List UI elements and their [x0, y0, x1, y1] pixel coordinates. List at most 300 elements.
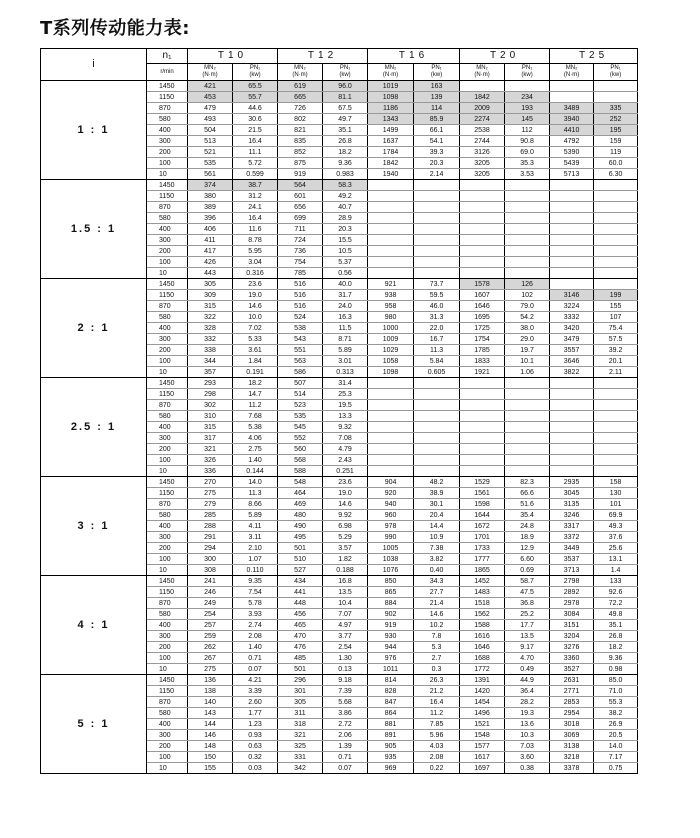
torque-cell: 453 — [188, 92, 233, 103]
torque-cell: 1688 — [460, 653, 505, 664]
power-cell: 85.0 — [594, 675, 638, 686]
torque-cell: 881 — [368, 719, 414, 730]
torque-cell: 560 — [278, 444, 323, 455]
power-cell: 96.0 — [323, 81, 368, 92]
power-subheader: PN₁ (kw) — [505, 64, 550, 81]
power-cell: 26.3 — [414, 675, 460, 686]
torque-cell: 1578 — [460, 279, 505, 290]
torque-cell — [460, 268, 505, 279]
torque-cell: 328 — [188, 323, 233, 334]
torque-cell: 249 — [188, 598, 233, 609]
power-cell: 25.2 — [505, 609, 550, 620]
power-cell: 48.2 — [414, 477, 460, 488]
torque-cell: 3135 — [550, 499, 594, 510]
model-header-t16: T16 — [368, 49, 460, 64]
torque-cell: 241 — [188, 576, 233, 587]
power-cell — [505, 213, 550, 224]
power-cell: 1.40 — [233, 642, 278, 653]
power-cell: 24.0 — [323, 301, 368, 312]
speed-cell: 400 — [147, 422, 188, 433]
power-cell: 2.7 — [414, 653, 460, 664]
torque-cell: 940 — [368, 499, 414, 510]
power-cell: 2.06 — [323, 730, 368, 741]
torque-cell — [460, 433, 505, 444]
torque-cell: 919 — [278, 169, 323, 180]
power-cell: 5.68 — [323, 697, 368, 708]
torque-cell: 1842 — [460, 92, 505, 103]
power-cell: 72.2 — [594, 598, 638, 609]
speed-cell: 1450 — [147, 180, 188, 191]
torque-cell: 1019 — [368, 81, 414, 92]
torque-cell: 3276 — [550, 642, 594, 653]
power-cell: 39.3 — [414, 147, 460, 158]
power-cell — [594, 422, 638, 433]
torque-cell: 3420 — [550, 323, 594, 334]
power-cell: 7.07 — [323, 609, 368, 620]
power-cell: 57.5 — [594, 334, 638, 345]
power-cell: 0.38 — [505, 763, 550, 774]
torque-cell: 3537 — [550, 554, 594, 565]
power-cell: 5.89 — [233, 510, 278, 521]
table-row — [41, 477, 638, 488]
torque-cell: 332 — [188, 334, 233, 345]
power-cell: 24.8 — [505, 521, 550, 532]
power-cell: 19.3 — [505, 708, 550, 719]
torque-cell — [460, 455, 505, 466]
torque-cell: 257 — [188, 620, 233, 631]
torque-cell — [460, 191, 505, 202]
torque-cell: 464 — [278, 488, 323, 499]
power-cell: 73.7 — [414, 279, 460, 290]
torque-cell: 828 — [368, 686, 414, 697]
speed-cell: 1450 — [147, 675, 188, 686]
torque-cell: 138 — [188, 686, 233, 697]
power-cell: 19.0 — [323, 488, 368, 499]
torque-cell: 309 — [188, 290, 233, 301]
power-cell: 7.08 — [323, 433, 368, 444]
power-cell: 2.54 — [323, 642, 368, 653]
torque-cell: 3378 — [550, 763, 594, 774]
torque-cell: 3146 — [550, 290, 594, 301]
speed-cell: 10 — [147, 466, 188, 477]
torque-cell: 665 — [278, 92, 323, 103]
torque-cell — [550, 378, 594, 389]
torque-cell: 501 — [278, 664, 323, 675]
power-cell: 14.0 — [233, 477, 278, 488]
power-cell: 31.3 — [414, 312, 460, 323]
power-cell — [594, 411, 638, 422]
power-cell: 195 — [594, 125, 638, 136]
power-cell — [594, 213, 638, 224]
power-cell — [414, 433, 460, 444]
torque-cell: 1777 — [460, 554, 505, 565]
power-cell — [505, 378, 550, 389]
power-cell — [505, 444, 550, 455]
speed-cell: 870 — [147, 697, 188, 708]
torque-cell: 3449 — [550, 543, 594, 554]
power-cell: 29.0 — [505, 334, 550, 345]
torque-cell: 3246 — [550, 510, 594, 521]
torque-cell — [460, 400, 505, 411]
speed-cell: 300 — [147, 730, 188, 741]
torque-cell — [550, 444, 594, 455]
power-cell: 0.188 — [323, 565, 368, 576]
torque-cell: 3224 — [550, 301, 594, 312]
speed-cell: 400 — [147, 719, 188, 730]
torque-cell: 262 — [188, 642, 233, 653]
torque-cell: 490 — [278, 521, 323, 532]
power-cell: 5.96 — [414, 730, 460, 741]
torque-cell: 325 — [278, 741, 323, 752]
power-cell: 9.17 — [505, 642, 550, 653]
speed-cell: 400 — [147, 521, 188, 532]
torque-subheader: MN₂ (N·m) — [278, 64, 323, 81]
speed-cell: 100 — [147, 554, 188, 565]
ratio-cell: 2 : 1 — [41, 279, 147, 378]
power-cell: 1.40 — [233, 455, 278, 466]
power-cell: 24.1 — [233, 202, 278, 213]
power-cell: 126 — [505, 279, 550, 290]
torque-cell — [460, 224, 505, 235]
torque-cell: 1076 — [368, 565, 414, 576]
torque-cell: 1577 — [460, 741, 505, 752]
torque-cell: 601 — [278, 191, 323, 202]
torque-cell: 434 — [278, 576, 323, 587]
power-cell: 54.2 — [505, 312, 550, 323]
power-cell: 7.54 — [233, 587, 278, 598]
power-cell — [414, 202, 460, 213]
torque-cell: 448 — [278, 598, 323, 609]
torque-cell: 291 — [188, 532, 233, 543]
torque-cell: 480 — [278, 510, 323, 521]
power-cell: 16.3 — [323, 312, 368, 323]
power-cell: 252 — [594, 114, 638, 125]
torque-cell: 2954 — [550, 708, 594, 719]
torque-cell: 561 — [188, 169, 233, 180]
power-cell: 0.75 — [594, 763, 638, 774]
power-cell: 155 — [594, 301, 638, 312]
power-cell — [594, 268, 638, 279]
torque-cell: 296 — [278, 675, 323, 686]
power-cell — [594, 202, 638, 213]
power-cell: 38.7 — [233, 180, 278, 191]
torque-cell: 1011 — [368, 664, 414, 675]
torque-cell — [550, 92, 594, 103]
power-cell: 14.6 — [323, 499, 368, 510]
torque-cell: 2935 — [550, 477, 594, 488]
power-cell: 20.1 — [594, 356, 638, 367]
power-cell: 90.8 — [505, 136, 550, 147]
power-cell: 8.78 — [233, 235, 278, 246]
speed-cell: 1450 — [147, 378, 188, 389]
torque-cell: 543 — [278, 334, 323, 345]
speed-cell: 580 — [147, 609, 188, 620]
torque-cell — [368, 257, 414, 268]
power-subheader: PN₁ (kw) — [594, 64, 638, 81]
power-cell: 1.77 — [233, 708, 278, 719]
power-cell: 199 — [594, 290, 638, 301]
power-cell: 28.2 — [505, 697, 550, 708]
torque-cell: 294 — [188, 543, 233, 554]
table-row — [41, 279, 638, 290]
torque-cell: 421 — [188, 81, 233, 92]
torque-cell: 978 — [368, 521, 414, 532]
torque-cell: 1518 — [460, 598, 505, 609]
torque-cell — [460, 389, 505, 400]
torque-cell: 417 — [188, 246, 233, 257]
torque-cell: 465 — [278, 620, 323, 631]
torque-cell: 148 — [188, 741, 233, 752]
torque-cell: 958 — [368, 301, 414, 312]
torque-cell: 865 — [368, 587, 414, 598]
torque-subheader: MN₂ (N·m) — [368, 64, 414, 81]
power-cell: 40.7 — [323, 202, 368, 213]
torque-cell: 563 — [278, 356, 323, 367]
power-cell: 3.86 — [323, 708, 368, 719]
speed-cell: 200 — [147, 345, 188, 356]
power-cell: 10.9 — [414, 532, 460, 543]
ratio-cell: 3 : 1 — [41, 477, 147, 576]
torque-cell — [368, 433, 414, 444]
power-cell: 1.82 — [323, 554, 368, 565]
torque-cell: 1637 — [368, 136, 414, 147]
power-cell: 0.599 — [233, 169, 278, 180]
speed-cell: 870 — [147, 202, 188, 213]
power-cell: 6.30 — [594, 169, 638, 180]
power-cell: 2.60 — [233, 697, 278, 708]
torque-cell: 2631 — [550, 675, 594, 686]
torque-cell: 1784 — [368, 147, 414, 158]
torque-cell: 1005 — [368, 543, 414, 554]
torque-cell: 891 — [368, 730, 414, 741]
speed-cell: 1150 — [147, 92, 188, 103]
torque-cell: 535 — [278, 411, 323, 422]
power-cell: 66.6 — [505, 488, 550, 499]
power-cell: 3.77 — [323, 631, 368, 642]
power-cell: 2.14 — [414, 169, 460, 180]
power-cell: 11.2 — [233, 400, 278, 411]
torque-cell: 1865 — [460, 565, 505, 576]
power-subheader: PN₁ (kw) — [233, 64, 278, 81]
speed-cell: 400 — [147, 323, 188, 334]
torque-cell: 1058 — [368, 356, 414, 367]
torque-cell: 1029 — [368, 345, 414, 356]
power-cell: 14.6 — [414, 609, 460, 620]
torque-cell — [368, 411, 414, 422]
power-subheader: PN₁ (kw) — [414, 64, 460, 81]
power-cell — [594, 224, 638, 235]
speed-cell: 300 — [147, 136, 188, 147]
power-cell: 69.9 — [594, 510, 638, 521]
torque-cell — [550, 246, 594, 257]
power-cell: 9.32 — [323, 422, 368, 433]
torque-cell — [460, 81, 505, 92]
torque-cell: 1646 — [460, 301, 505, 312]
torque-cell: 847 — [368, 697, 414, 708]
power-cell: 38.0 — [505, 323, 550, 334]
power-cell — [594, 455, 638, 466]
torque-cell: 3527 — [550, 664, 594, 675]
torque-cell: 3940 — [550, 114, 594, 125]
power-cell — [594, 444, 638, 455]
power-cell: 5.33 — [233, 334, 278, 345]
power-cell — [594, 466, 638, 477]
power-cell: 14.0 — [594, 741, 638, 752]
power-cell: 3.11 — [233, 532, 278, 543]
power-cell — [594, 279, 638, 290]
power-cell: 130 — [594, 488, 638, 499]
torque-cell — [368, 466, 414, 477]
power-cell: 1.4 — [594, 565, 638, 576]
power-cell: 46.0 — [414, 301, 460, 312]
torque-cell: 619 — [278, 81, 323, 92]
power-cell: 49.7 — [323, 114, 368, 125]
power-cell: 23.6 — [323, 477, 368, 488]
power-cell — [505, 389, 550, 400]
power-cell: 3.39 — [233, 686, 278, 697]
torque-cell: 389 — [188, 202, 233, 213]
power-cell — [414, 378, 460, 389]
ratio-cell: 5 : 1 — [41, 675, 147, 774]
torque-cell: 514 — [278, 389, 323, 400]
power-cell — [414, 400, 460, 411]
power-cell: 37.6 — [594, 532, 638, 543]
torque-cell: 3489 — [550, 103, 594, 114]
torque-cell: 523 — [278, 400, 323, 411]
torque-cell: 493 — [188, 114, 233, 125]
ratio-cell: 1 : 1 — [41, 81, 147, 180]
torque-cell: 904 — [368, 477, 414, 488]
power-cell: 3.04 — [233, 257, 278, 268]
power-cell: 21.2 — [414, 686, 460, 697]
power-cell — [505, 455, 550, 466]
power-cell: 28.9 — [323, 213, 368, 224]
torque-cell: 3317 — [550, 521, 594, 532]
power-cell — [594, 378, 638, 389]
torque-cell: 1921 — [460, 367, 505, 378]
torque-cell: 246 — [188, 587, 233, 598]
power-cell: 7.85 — [414, 719, 460, 730]
torque-cell: 374 — [188, 180, 233, 191]
torque-cell: 754 — [278, 257, 323, 268]
torque-cell: 3557 — [550, 345, 594, 356]
torque-cell: 814 — [368, 675, 414, 686]
power-cell: 4.06 — [233, 433, 278, 444]
torque-cell — [368, 202, 414, 213]
power-cell — [505, 180, 550, 191]
torque-cell: 300 — [188, 554, 233, 565]
torque-cell: 275 — [188, 488, 233, 499]
speed-cell: 300 — [147, 235, 188, 246]
torque-cell: 441 — [278, 587, 323, 598]
torque-cell: 479 — [188, 103, 233, 114]
torque-cell: 342 — [278, 763, 323, 774]
torque-cell: 3069 — [550, 730, 594, 741]
torque-cell: 3713 — [550, 565, 594, 576]
torque-cell — [550, 433, 594, 444]
power-cell: 23.6 — [233, 279, 278, 290]
torque-cell: 1561 — [460, 488, 505, 499]
power-cell: 5.84 — [414, 356, 460, 367]
power-cell — [505, 224, 550, 235]
torque-cell: 326 — [188, 455, 233, 466]
torque-cell: 527 — [278, 565, 323, 576]
torque-cell — [368, 235, 414, 246]
torque-cell: 285 — [188, 510, 233, 521]
torque-cell — [460, 378, 505, 389]
power-cell: 4.11 — [233, 521, 278, 532]
torque-cell: 850 — [368, 576, 414, 587]
torque-cell: 504 — [188, 125, 233, 136]
power-cell: 5.29 — [323, 532, 368, 543]
torque-cell — [368, 400, 414, 411]
torque-cell: 921 — [368, 279, 414, 290]
torque-cell: 485 — [278, 653, 323, 664]
power-cell: 5.37 — [323, 257, 368, 268]
torque-cell: 3479 — [550, 334, 594, 345]
speed-cell: 200 — [147, 444, 188, 455]
power-cell: 14.4 — [414, 521, 460, 532]
torque-cell: 470 — [278, 631, 323, 642]
torque-cell — [460, 246, 505, 257]
torque-cell: 699 — [278, 213, 323, 224]
torque-cell: 1529 — [460, 477, 505, 488]
torque-subheader: MN₂ (N·m) — [188, 64, 233, 81]
torque-cell: 1672 — [460, 521, 505, 532]
power-cell: 18.2 — [233, 378, 278, 389]
power-cell: 36.8 — [505, 598, 550, 609]
power-cell: 5.89 — [323, 345, 368, 356]
torque-cell: 146 — [188, 730, 233, 741]
torque-cell: 513 — [188, 136, 233, 147]
power-cell: 5.72 — [233, 158, 278, 169]
torque-cell: 302 — [188, 400, 233, 411]
torque-cell: 535 — [188, 158, 233, 169]
power-cell — [594, 81, 638, 92]
speed-cell: 300 — [147, 334, 188, 345]
power-cell: 7.02 — [233, 323, 278, 334]
torque-cell: 298 — [188, 389, 233, 400]
power-cell: 19.5 — [323, 400, 368, 411]
power-cell: 0.93 — [233, 730, 278, 741]
power-cell: 47.5 — [505, 587, 550, 598]
power-cell: 82.3 — [505, 477, 550, 488]
power-cell: 0.32 — [233, 752, 278, 763]
torque-cell: 990 — [368, 532, 414, 543]
power-cell: 1.30 — [323, 653, 368, 664]
torque-cell: 875 — [278, 158, 323, 169]
power-cell: 79.0 — [505, 301, 550, 312]
speed-cell: 1150 — [147, 290, 188, 301]
speed-cell: 870 — [147, 103, 188, 114]
torque-cell: 516 — [278, 279, 323, 290]
torque-cell: 944 — [368, 642, 414, 653]
power-cell: 16.8 — [323, 576, 368, 587]
power-cell: 0.13 — [323, 664, 368, 675]
torque-cell: 935 — [368, 752, 414, 763]
power-cell: 0.98 — [594, 664, 638, 675]
power-cell: 54.1 — [414, 136, 460, 147]
torque-cell: 552 — [278, 433, 323, 444]
power-cell: 5.78 — [233, 598, 278, 609]
speed-cell: 1150 — [147, 686, 188, 697]
speed-cell: 10 — [147, 565, 188, 576]
torque-cell: 1588 — [460, 620, 505, 631]
power-cell: 49.8 — [594, 609, 638, 620]
torque-cell — [550, 191, 594, 202]
power-cell: 67.5 — [323, 103, 368, 114]
torque-cell: 3822 — [550, 367, 594, 378]
